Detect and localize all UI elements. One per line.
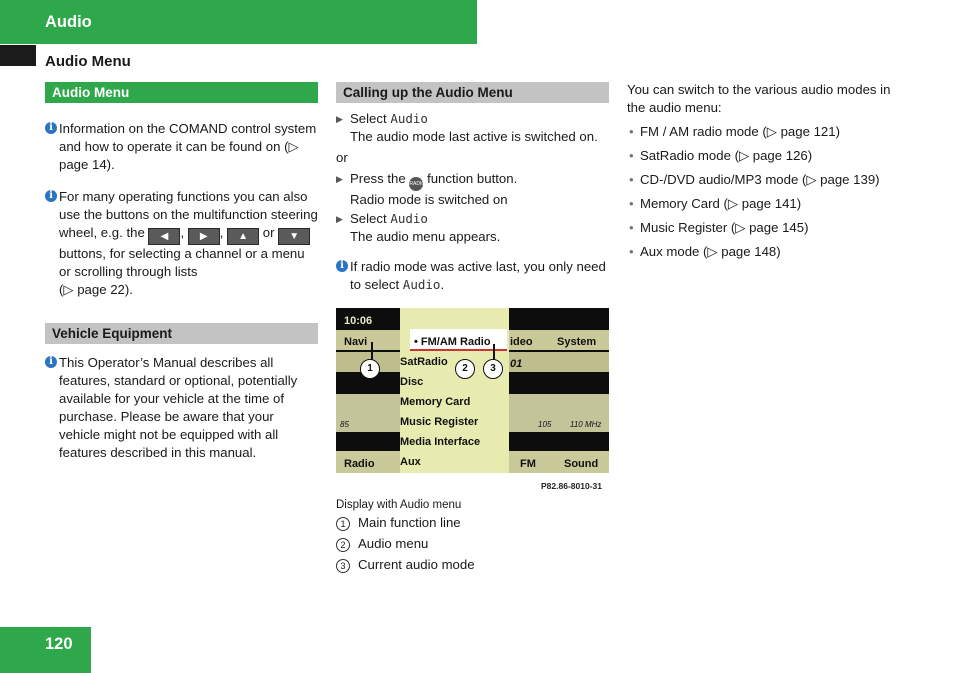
legend-number: 1 (336, 517, 350, 531)
up-arrow-key-icon: ▲ (227, 228, 259, 245)
legend-item (336, 514, 461, 532)
screen-video: ideo (510, 336, 533, 348)
step-text: Select (350, 111, 387, 126)
step-result: Radio mode is switched on (350, 192, 508, 207)
chapter-title: Audio (45, 13, 92, 31)
step-arrow-icon: ▶ (336, 174, 343, 184)
note-text: This Operator’s Manual describes all features, standard or optional, potentially available for your vehicle at the time of purchase. Please be aware that your vehicle might not be equipped with all features described in this manual. (59, 355, 298, 460)
heading-audio-menu: Audio Menu (45, 82, 318, 103)
list-item[interactable]: • Music Register (▷ page 145) (627, 219, 912, 243)
or-text: or (336, 150, 348, 165)
step-select-audio-2 (336, 210, 609, 246)
list-item[interactable]: • Aux mode (▷ page 148) (627, 243, 912, 267)
note-text: If radio mode was active last, you only need to select (350, 259, 606, 292)
right-arrow-key-icon: ▶ (188, 228, 220, 245)
screen-menu-item: • FM/AM Radio (414, 336, 491, 348)
legend-item (336, 556, 475, 574)
figure-reference-code: P82.86-8010-31 (541, 481, 602, 491)
screen-system: System (557, 336, 597, 348)
section-tab-marker (0, 45, 36, 66)
note-text: Information on the COMAND control system and how to operate it can be found on (▷ page 14). (59, 121, 317, 172)
note-comand-info (45, 120, 318, 174)
info-icon: i (336, 260, 348, 272)
down-arrow-key-icon: ▼ (278, 228, 310, 245)
legend-item (336, 535, 428, 553)
list-item[interactable]: • SatRadio mode (▷ page 126) (627, 147, 912, 171)
note-radio-mode (336, 258, 609, 294)
left-arrow-key-icon: ◀ (148, 228, 180, 245)
step-text: function button. (427, 171, 518, 186)
menu-item-code: Audio (390, 111, 428, 126)
callout-label-3: 3 (483, 359, 503, 379)
section-title: Audio Menu (45, 53, 131, 70)
step-arrow-icon: ▶ (336, 214, 343, 224)
screen-freq-mid: 105 (538, 420, 552, 429)
screen-channel: 01 (510, 358, 523, 370)
note-text-a: For many operating functions you can also use the buttons on the multifunction steering wheel, e.g. the (59, 189, 318, 240)
audio-modes-list (627, 123, 912, 267)
legend-number: 2 (336, 538, 350, 552)
page-reference[interactable]: (▷ page 22). (59, 282, 133, 297)
figure-caption: Display with Audio menu (336, 499, 462, 511)
legend-text: Current audio mode (358, 557, 475, 572)
menu-item-code: Audio (390, 211, 428, 226)
step-result: The audio menu appears. (350, 229, 501, 244)
legend-text: Audio menu (358, 536, 429, 551)
screen-menu-item: Aux (400, 456, 421, 468)
list-item[interactable]: • FM / AM radio mode (▷ page 121) (627, 123, 912, 147)
callout-line-1 (371, 342, 373, 360)
screen-menu-item: SatRadio (400, 356, 448, 368)
list-item[interactable]: • Memory Card (▷ page 141) (627, 195, 912, 219)
screen-fm: FM (520, 458, 536, 470)
screen-freq-left: 85 (340, 420, 349, 429)
step-press-button (336, 170, 609, 209)
page-number-box (0, 627, 91, 673)
note-steering-wheel: i For many operating functions you can also use the buttons on the multifunction steering wheel, e.g. the ◀ , ▶ , ▲ or ▼ buttons, for selecting a channel or a menu or scrolling through lists (▷ page 22). (45, 188, 318, 299)
screen-freq-right: 110 MHz (570, 420, 602, 429)
legend-number: 3 (336, 559, 350, 573)
info-icon: i (45, 122, 57, 134)
info-icon: i (45, 356, 57, 368)
screen-time: 10:06 (344, 315, 373, 327)
heading-calling-audio-menu: Calling up the Audio Menu (336, 82, 609, 103)
radio-button-icon: RADIO (409, 177, 423, 191)
screen-radio: Radio (344, 458, 375, 470)
step-select-audio (336, 110, 609, 146)
note-vehicle-equipment (45, 354, 318, 462)
screen-menu-item: Disc (400, 376, 424, 388)
screen-navi: Navi (344, 336, 368, 348)
screen-menu-item: Music Register (400, 416, 479, 428)
heading-vehicle-equipment: Vehicle Equipment (45, 323, 318, 344)
info-icon: i (45, 190, 57, 202)
note-text-b: buttons, for selecting a channel or a menu or scrolling through lists (59, 246, 305, 279)
callout-label-2: 2 (455, 359, 475, 379)
list-item[interactable]: • CD-/DVD audio/MP3 mode (▷ page 139) (627, 171, 912, 195)
screen-menu-item: Memory Card (400, 396, 471, 408)
comand-display-figure (336, 308, 609, 473)
screen-menu-item: Media Interface (400, 436, 481, 448)
step-arrow-icon: ▶ (336, 114, 343, 124)
step-text: Press the (350, 171, 406, 186)
callout-line-3 (493, 344, 495, 360)
step-result: The audio mode last active is switched on. (350, 129, 598, 144)
modes-intro: You can switch to the various audio modes in the audio menu: (627, 82, 891, 115)
legend-text: Main function line (358, 515, 461, 530)
page-number: 120 (45, 635, 73, 653)
callout-label-1: 1 (360, 359, 380, 379)
note-end: . (440, 277, 445, 292)
step-text: Select (350, 211, 387, 226)
menu-item-code: Audio (402, 277, 441, 292)
screen-sound: Sound (564, 458, 599, 470)
